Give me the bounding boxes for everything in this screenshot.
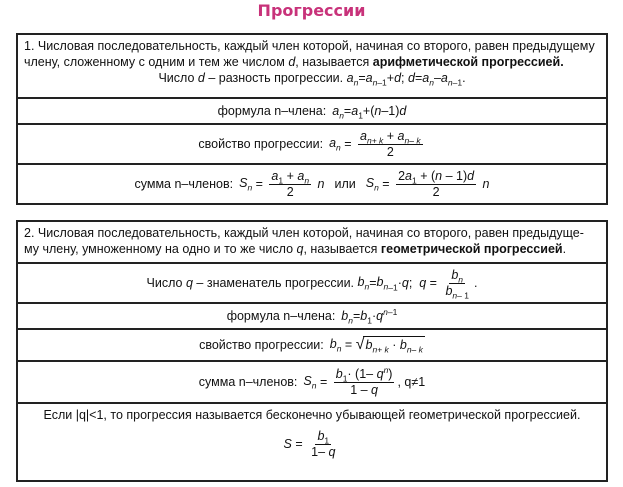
geometric-property-label: свойство прогрессии:: [199, 338, 324, 352]
geometric-property-formula: $b_n$ = √ $b_{n+ k} \cdot b_{n- k}$: [329, 336, 423, 355]
geometric-formula-row: [18, 304, 606, 330]
ratio-formula: $b_n=b_{n-1}\cdot q$; q = $\frac{b_n}{b_{n- 1}}$ .: [357, 267, 478, 300]
arithmetic-sum-formula-1: $S_n$ = $\frac{a_1 + a_n}{2}$ n: [239, 168, 325, 199]
geometric-infinite-text: Если |q|<1, то прогрессия называется бесконечно убывающей геометрической прогрессией.: [43, 408, 581, 422]
geometric-intro-line2-pre: му члену, умноженному на одно и то же число: [24, 242, 294, 256]
difference-label-post: – разность прогрессии.: [208, 71, 344, 85]
geometric-intro-line2: му члену, умноженному на одно и то же число q, называется геометрической прогрессией.: [24, 242, 567, 256]
arithmetic-intro-line2: [24, 54, 600, 70]
arithmetic-property-label: свойство прогрессии:: [198, 137, 324, 151]
arithmetic-property-row: [18, 125, 606, 165]
geometric-sum-label: сумма n–членов:: [198, 375, 298, 389]
page-title: Прогрессии: [257, 1, 366, 20]
geometric-infinite-formula: S = $\frac{b_1}{1- q}$: [283, 429, 336, 459]
arithmetic-definition: [18, 35, 606, 99]
geometric-infinite-row: [18, 404, 606, 478]
ratio-label-post: – знаменатель прогрессии.: [196, 276, 355, 290]
geometric-definition: [18, 222, 606, 264]
arithmetic-nth-term-formula: $a_n=a_1+(n-1)d$: [332, 104, 407, 121]
geometric-intro-line1: 2. Числовая последовательность, каждый член которой, начиная со второго, равен предыдуще-: [24, 226, 584, 240]
arithmetic-sum-row: [18, 165, 606, 203]
arithmetic-intro-line2-pre: члену, сложенному с одним и тем же числом: [24, 55, 285, 69]
arithmetic-var-d: d: [288, 55, 296, 69]
arithmetic-intro-line1: 1. Числовая последовательность, каждый член которой, начиная со второго, равен предыдущему: [24, 39, 595, 53]
arithmetic-term: арифметической прогрессией.: [372, 55, 564, 69]
geometric-formula-label: формула n–члена:: [226, 309, 336, 323]
difference-label-pre: Число: [158, 71, 195, 85]
geometric-sum-row: [18, 362, 606, 404]
arithmetic-sum-or: или: [334, 177, 356, 191]
geometric-property-row: [18, 330, 606, 362]
geometric-term: геометрической прогрессией: [380, 242, 563, 256]
geometric-sum-formula: $S_n$ = $\frac{b_1\cdot (1- q^n)}{1 - q}$: [303, 364, 393, 397]
difference-formula: $a_n=a_{n-1}+d$; $d=a_n-a_{n-1}$.: [346, 71, 466, 88]
sum2-n: n: [482, 176, 490, 191]
geometric-intro-line2-mid: , называется: [303, 242, 378, 256]
geometric-sum-condition: , q≠1: [397, 375, 426, 389]
geometric-nth-term-formula: $b_n=b_1\cdot q^{n-1}$: [341, 306, 398, 326]
ratio-var-q: q: [185, 276, 193, 290]
arithmetic-intro-line2-mid: , называется: [295, 55, 370, 69]
arithmetic-progression-box: [16, 33, 608, 205]
arithmetic-sum-label: сумма n–членов:: [134, 177, 234, 191]
ratio-label-pre: Число: [146, 276, 183, 290]
geometric-progression-box: [16, 220, 608, 482]
arithmetic-sum-formula-2: $S_n$ = $\frac{2a_1 + (n - 1)d}{2}$ n: [365, 168, 490, 199]
arithmetic-formula-row: [18, 99, 606, 125]
geometric-ratio-row: [18, 264, 606, 304]
geometric-var-q: q: [296, 242, 304, 256]
difference-var-d: d: [197, 71, 205, 85]
sum1-n: n: [317, 176, 325, 191]
arithmetic-difference-line: [24, 70, 600, 86]
arithmetic-formula-label: формула n–члена:: [217, 104, 327, 118]
arithmetic-property-formula: $a_n$ = $\frac{a_{n+ k} + a_{n- k}}{2}$: [329, 128, 421, 159]
